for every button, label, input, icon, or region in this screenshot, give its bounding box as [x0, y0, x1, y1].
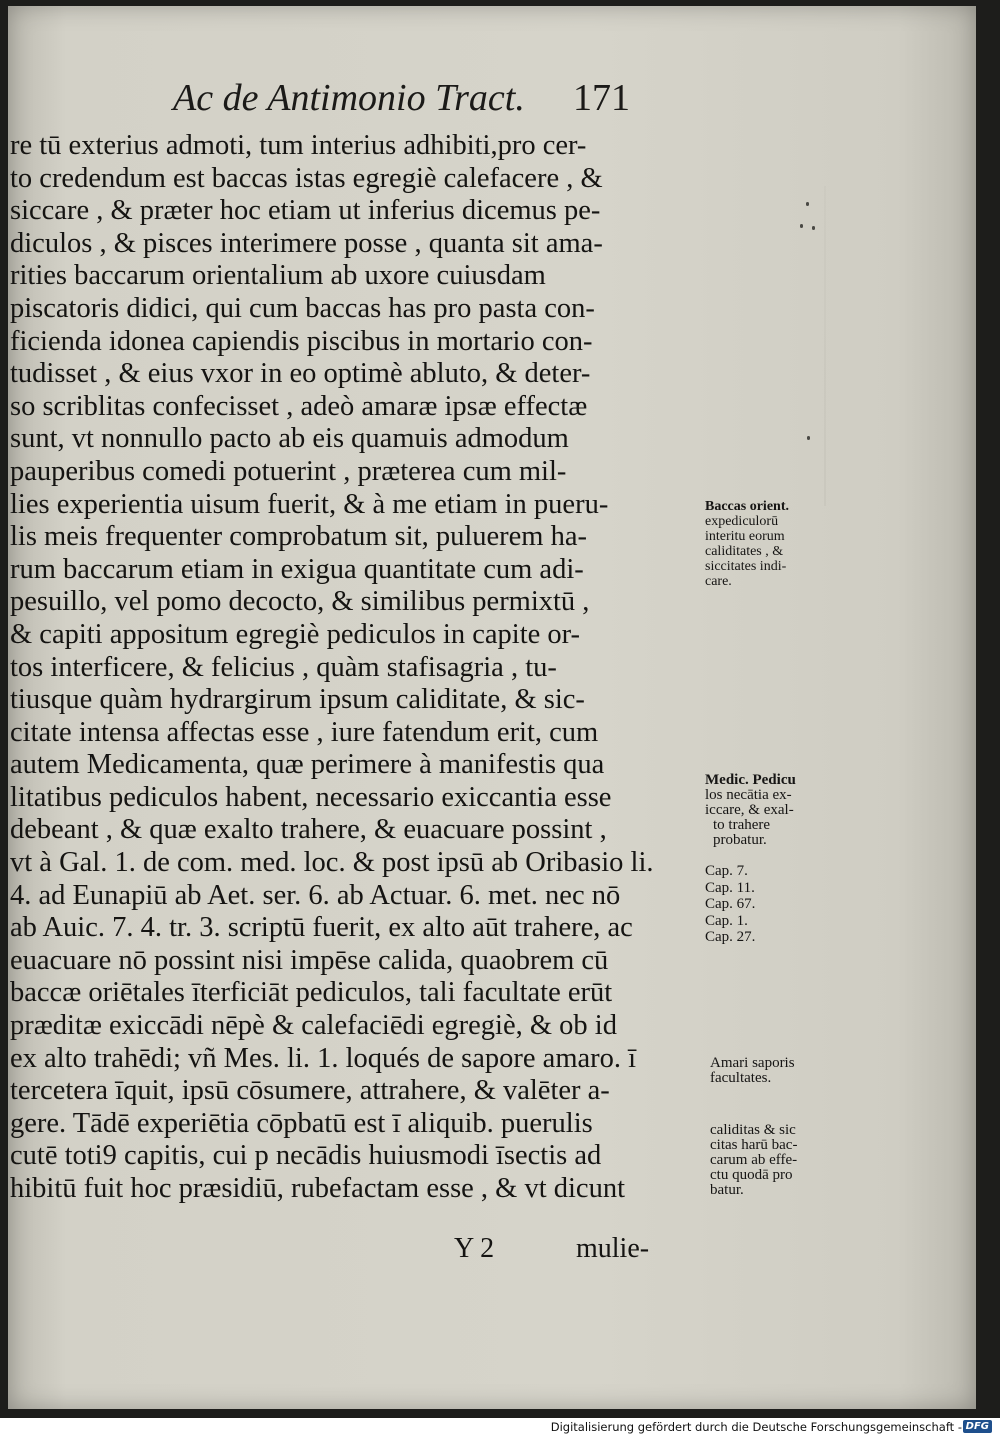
text-line: rities baccarum orientalium ab uxore cuiusdam — [10, 260, 546, 292]
text-line: siccare , & præter hoc etiam ut inferius dicemus pe- — [10, 195, 601, 227]
note-line: Cap. 1. — [705, 912, 748, 929]
text-line: baccæ oriētales īterficiāt pediculos, tali facultate erūt — [10, 977, 613, 1009]
marginal-note-chapters — [705, 863, 835, 946]
note-line: Medic. Pedicu — [705, 772, 796, 788]
marginal-note-medic — [705, 773, 835, 848]
text-line: pauperibus comedi potuerint , præterea cum mil- — [10, 455, 567, 487]
text-line: re tū exterius admoti, tum interius adhibiti,pro cer- — [10, 130, 587, 161]
note-line: Amari saporis — [710, 1055, 795, 1071]
text-line: gere. Tādē experiētia cōpbatū est ī aliquib. puerulis — [10, 1107, 593, 1139]
text-line: tos interficere, & felicius , quàm stafisagria , tu- — [10, 651, 557, 683]
text-line: ex alto trahēdi; vñ Mes. li. 1. loqués de sapore amaro. ī — [10, 1042, 637, 1074]
page-foot — [8, 1233, 976, 1273]
text-line: to credendum est baccas istas egregiè calefacere , & — [10, 162, 603, 194]
note-line: Baccas orient. — [705, 499, 789, 514]
text-line: hibitū fuit hoc præsidiū, rubefactam esse , & vt dicunt — [10, 1173, 626, 1204]
text-line: piscatoris didici, qui cum baccas has pro pasta con- — [10, 292, 595, 324]
text-line: & capiti appositum egregiè pediculos in capite or- — [10, 618, 581, 650]
text-line: 4. ad Eunapiū ab Aet. ser. 6. ab Actuar. 6. met. nec nō — [10, 879, 621, 911]
note-line: ctu quodā pro — [710, 1167, 793, 1183]
text-line: præditæ exiccādi nēpè & calefaciēdi egregiè, & ob id — [10, 1010, 617, 1042]
text-line: debeant , & quæ exalto trahere, & euacuare possint , — [10, 814, 607, 846]
catchword: mulie- — [576, 1233, 650, 1264]
note-line: Cap. 11. — [705, 879, 755, 896]
text-line: vt à Gal. 1. de com. med. loc. & post ipsū ab Oribasio li. — [10, 847, 654, 879]
text-line: cutē toti9 capitis, cui p necādis huiusmodi īsectis ad — [10, 1140, 602, 1172]
text-line: lis meis frequenter comprobatum sit, puluerem ha- — [10, 521, 587, 553]
note-line: expediculorū — [705, 514, 779, 529]
dfg-logo-icon: DFG — [963, 1420, 992, 1433]
text-line: pesuillo, vel pomo decocto, & similibus permixtū , — [10, 586, 590, 618]
marginal-note-caliditas — [710, 1123, 840, 1198]
note-line: care. — [705, 574, 732, 589]
ink-speck — [806, 202, 809, 206]
note-line: Cap. 27. — [705, 929, 756, 945]
note-line: caliditates , & — [705, 544, 784, 559]
text-line: ab Auic. 7. 4. tr. 3. scriptū fuerit, ex alto aūt trahere, ac — [10, 912, 633, 944]
ink-speck — [812, 226, 815, 230]
margin-specks — [798, 196, 828, 456]
note-line: Cap. 67. — [705, 896, 756, 912]
note-line: Cap. 7. — [705, 863, 748, 879]
running-head: Ac de Antimonio Tract. — [173, 77, 525, 119]
page-number: 171 — [573, 77, 630, 119]
ink-speck — [800, 224, 803, 228]
note-line: to trahere — [713, 817, 771, 833]
text-line: so scriblitas confecisset , adeò amaræ ipsæ effectæ — [10, 390, 588, 422]
text-line: litatibus pediculos habent, necessario exiccantia esse — [10, 781, 612, 813]
page-header — [8, 76, 976, 136]
note-line: iccare, & exal- — [705, 802, 794, 818]
ink-speck — [807, 436, 810, 440]
text-line: rum baccarum etiam in exigua quantitate cum adi- — [10, 553, 584, 585]
main-text-block — [10, 130, 700, 1206]
note-line: caliditas & sic — [710, 1122, 796, 1138]
marginal-note-amari — [710, 1056, 840, 1086]
text-line: tercetera īquit, ipsū cōsumere, attrahere, & valēter a- — [10, 1075, 610, 1107]
note-line: citas harū bac- — [710, 1137, 798, 1153]
note-line: facultates. — [710, 1070, 772, 1086]
text-line: autem Medicamenta, quæ perimere à manifestis qua — [10, 749, 605, 781]
signature-mark: Y 2 — [454, 1233, 495, 1264]
text-line: tudisset , & eius vxor in eo optimè abluto, & deter- — [10, 358, 591, 390]
note-line: interitu eorum — [705, 529, 785, 544]
note-line: probatur. — [713, 832, 767, 848]
text-line: ficienda idonea capiendis piscibus in mortario con- — [10, 325, 593, 357]
note-line: siccitates indi- — [705, 559, 787, 574]
marginal-note-baccas — [705, 499, 835, 589]
text-line: lies experientia uisum fuerit, & à me etiam in pueru- — [10, 488, 609, 520]
text-line: citate intensa affectas esse , iure fatendum erit, cum — [10, 716, 599, 748]
text-line: sunt, vt nonnullo pacto ab eis quamuis admodum — [10, 423, 569, 455]
note-line: los necātia ex- — [705, 787, 792, 803]
text-line: tiusque quàm hydrargirum ipsum caliditate, & sic- — [10, 684, 585, 716]
text-line: diculos , & pisces interimere posse , quanta sit ama- — [10, 227, 603, 259]
text-line: euacuare nō possint nisi impēse calida, quaobrem cū — [10, 944, 609, 976]
note-line: carum ab effe- — [710, 1152, 798, 1168]
digitization-footer — [0, 1418, 1000, 1439]
note-line: batur. — [710, 1182, 744, 1198]
book-page — [8, 6, 976, 1409]
funding-credit: Digitalisierung gefördert durch die Deutsche Forschungsgemeinschaft - — [550, 1420, 962, 1434]
